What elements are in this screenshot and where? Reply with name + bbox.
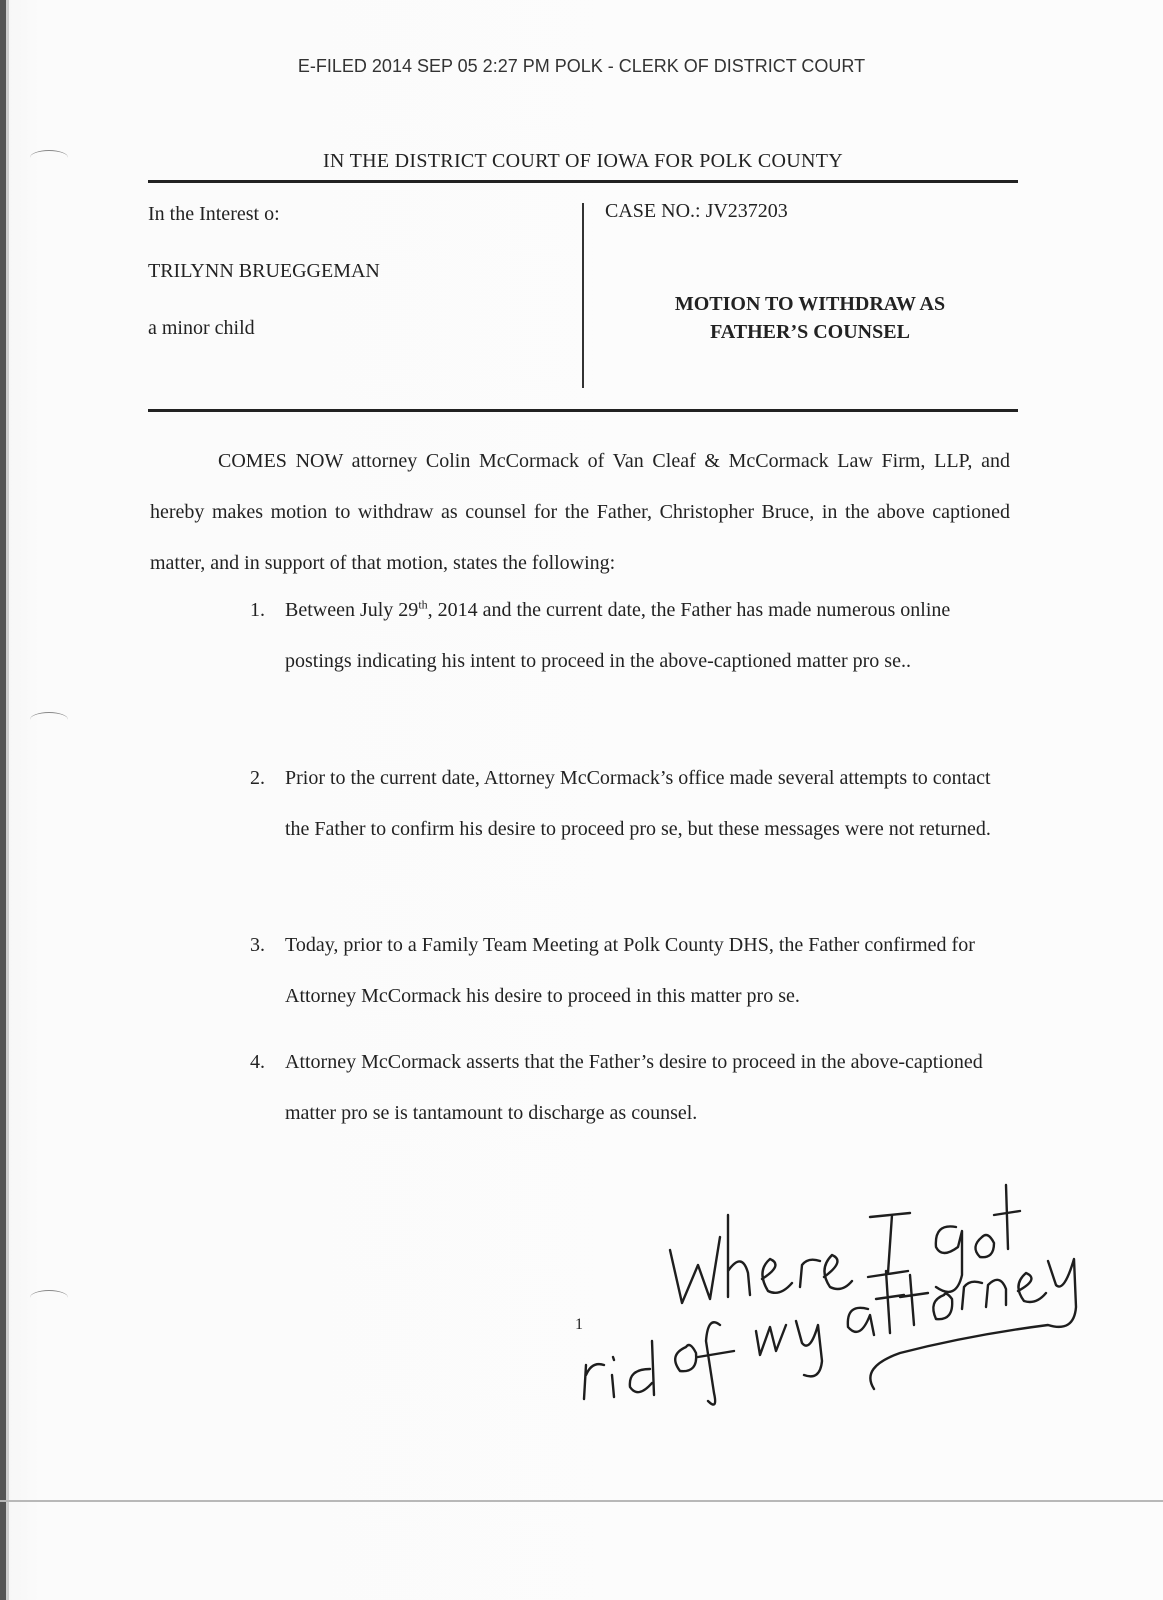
motion-title [610,290,1010,346]
item-text: Between July 29th, 2014 and the current date, the Father has made numerous online postings indicating his intent to proceed in the above-captioned matter pro se.. [285,597,951,672]
item-text: Attorney McCormack asserts that the Father’s desire to proceed in the above-captioned matter pro se is tantamount to discharge as counsel. [285,1051,983,1124]
list-item [250,753,1010,855]
minor-child-label: a minor child [148,317,255,339]
child-name: TRILYNN BRUEGGEMAN [148,260,380,282]
caption-top-rule [148,180,1018,183]
item-text: Today, prior to a Family Team Meeting at Polk County DHS, the Father confirmed for Attorney McCormack his desire to proceed in this matter pro se. [285,934,975,1007]
handwritten-note [570,1175,1090,1415]
intro-text: COMES NOW attorney Colin McCormack of Van Cleaf & McCormack Law Firm, LLP, and hereby makes motion to withdraw as counsel for the Father, Christopher Bruce, in the above captioned matter, and in support of that motion, states the following: [150,450,1010,574]
motion-title-line2: FATHER’S COUNSEL [710,321,910,343]
caption-bottom-rule [148,409,1018,412]
scan-edge-shadow [6,0,9,1600]
list-item [250,1037,1010,1139]
item-text: Prior to the current date, Attorney McCormack’s office made several attempts to contact the Father to confirm his desire to proceed pro se, but these messages were not returned. [285,767,991,840]
intro-paragraph [150,436,1010,589]
punch-hole-mark [30,150,68,165]
interest-of-label: In the Interest o: [148,203,280,225]
case-number: CASE NO.: JV237203 [605,200,788,222]
motion-title-line1: MOTION TO WITHDRAW AS [674,293,946,315]
item-number: 1. [250,599,265,621]
list-item [250,585,1010,687]
item-number: 3. [250,934,265,956]
item-number: 4. [250,1051,265,1073]
punch-hole-mark [30,1290,68,1305]
list-item [250,920,1010,1022]
page-number: 1 [575,1316,583,1333]
caption-divider [582,203,584,388]
court-title: IN THE DISTRICT COURT OF IOWA FOR POLK COUNTY [322,150,844,172]
scan-crop-line [0,1500,1163,1502]
punch-hole-mark [30,712,68,727]
efiled-stamp: E-FILED 2014 SEP 05 2:27 PM POLK - CLERK OF DISTRICT COURT [297,56,866,76]
item-number: 2. [250,767,265,789]
